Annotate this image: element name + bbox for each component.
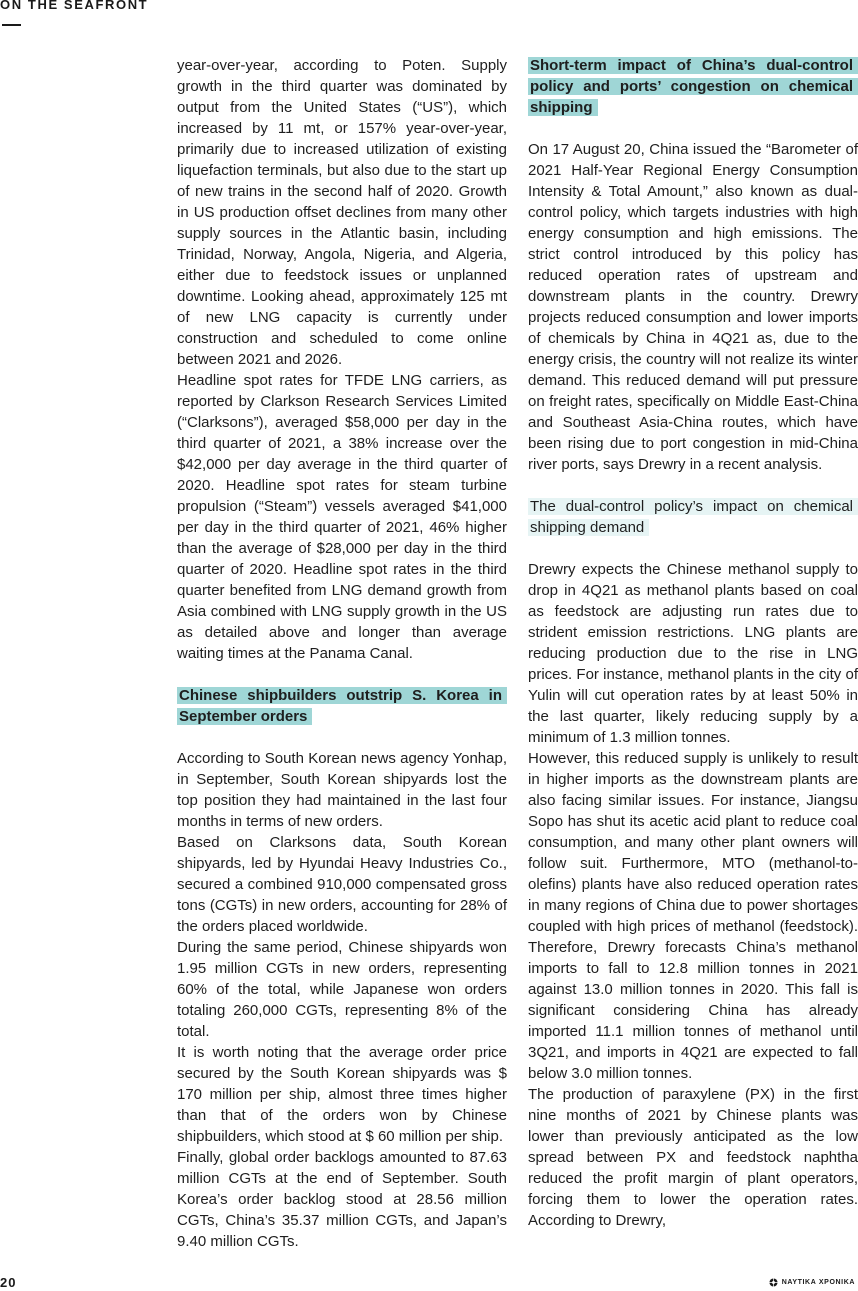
- paragraph: Based on Clarksons data, South Korean shipyards, led by Hyundai Heavy Industries Co., secured a combined 910,000 compensated gross tons (CGTs) in new orders, accounting for 28% of the orders placed worldwide.: [177, 834, 507, 935]
- paragraph: Finally, global order backlogs amounted to 87.63 million CGTs at the end of September. South Korea’s order backlog stood at 28.56 million CGTs, China’s 35.37 million CGTs, and Japan’s 9.40 million CGTs.: [177, 1149, 507, 1250]
- paragraph: Drewry expects the Chinese methanol supply to drop in 4Q21 as methanol plants based on coal as feedstock are adjusting run rates due to strident emission restrictions. LNG plants are reducing production due to the rise in LNG prices. For instance, methanol plants in the city of Yulin will cut operation rates by at least 50% in the last quarter, likely reducing supply by a minimum of 1.3 million tonnes.: [528, 561, 858, 746]
- ship-wheel-icon: [769, 1278, 778, 1287]
- right-column: [528, 55, 858, 1231]
- page-number: 20: [0, 1275, 17, 1290]
- paragraph: year-over-year, according to Poten. Supply growth in the third quarter was dominated by output from the United States (“US”), which increased by 11 mt, or 157% year-over-year, primarily due to increased utilization of existing liquefaction terminals, but also due to the start up of new trains in the second half of 2020. Growth in US production offset declines from many other supply sources in the Atlantic basin, including Trinidad, Norway, Angola, Nigeria, and Algeria, either due to feedstock issues or unplanned downtime. Looking ahead, approximately 125 mt of new LNG capacity is currently under construction and scheduled to come online between 2021 and 2026.: [177, 57, 507, 368]
- publication-brand: [769, 1278, 855, 1287]
- heading-text: Short-term impact of China’s dual-control policy and ports’ congestion on chemical shipping: [528, 57, 858, 116]
- paragraph: It is worth noting that the average order price secured by the South Korean shipyards was $ 170 million per ship, almost three times higher than that of the orders won by Chinese shipbuilders, which stood at $ 60 million per ship.: [177, 1044, 507, 1145]
- paragraph: On 17 August 20, China issued the “Barometer of 2021 Half-Year Regional Energy Consumption Intensity & Total Amount,” also known as dual-control policy, which targets industries with high energy consumption and high emissions. The strict control introduced by this policy has reduced operation rates of upstream and downstream plants in the country. Drewry projects reduced consumption and lower imports of chemicals by China in 4Q21 as, due to the energy crisis, the country will not realize its winter demand. This reduced demand will put pressure on freight rates, specifically on Middle East-China and Southeast Asia-China routes, which have been rising due to port congestion in mid-China river ports, says Drewry in a recent analysis.: [528, 141, 858, 473]
- heading-text: Chinese shipbuilders outstrip S. Korea in September orders: [177, 687, 507, 725]
- section-divider: [2, 24, 21, 26]
- paragraph: The production of paraxylene (PX) in the first nine months of 2021 by Chinese plants was lower than previously anticipated as the low spread between PX and feedstock naphtha reduced the profit margin of plant operators, forcing them to lower the operation rates. According to Drewry,: [528, 1086, 858, 1229]
- paragraph: However, this reduced supply is unlikely to result in higher imports as the downstream plants are also facing similar issues. For instance, Jiangsu Sopo has shut its acetic acid plant to reduce coal consumption, and many other plant owners will follow suit. Furthermore, MTO (methanol-to-olefins) plants have also reduced operation rates in many regions of China due to power shortages coupled with high prices of methanol (feedstock). Therefore, Drewry forecasts China’s methanol imports to fall to 12.8 million tonnes in 2021 against 13.0 million tonnes in 2020. This fall is significant considering China has already imported 11.1 million tonnes of methanol until 3Q21, and imports in 4Q21 are expected to fall below 3.0 million tonnes.: [528, 750, 858, 1082]
- subheading: [528, 496, 858, 538]
- publication-name: ΝΑΥΤΙΚΑ ΧΡΟΝΙΚΑ: [781, 1279, 855, 1286]
- article-heading: [177, 685, 507, 727]
- paragraph: During the same period, Chinese shipyards won 1.95 million CGTs in new orders, representing 60% of the total, while Japanese won orders totaling 260,000 CGTs, representing 8% of the total.: [177, 939, 507, 1040]
- subheading-text: The dual-control policy’s impact on chemical shipping demand: [528, 498, 858, 536]
- paragraph: According to South Korean news agency Yonhap, in September, South Korean shipyards lost the top position they had maintained in the last four months in terms of new orders.: [177, 750, 507, 830]
- section-label: ON THE SEAFRONT: [0, 0, 149, 12]
- left-column: [177, 55, 507, 1252]
- article-heading: [528, 55, 858, 118]
- paragraph: Headline spot rates for TFDE LNG carriers, as reported by Clarkson Research Services Limited (“Clarksons”), averaged $58,000 per day in the third quarter of 2021, a 38% increase over the $42,000 per day average in the third quarter of 2020. Headline spot rates for steam turbine propulsion (“Steam”) vessels averaged $41,000 per day in the third quarter of 2021, 46% higher than the average of $28,000 per day in the third quarter of 2020. Headline spot rates in the third quarter benefited from LNG demand growth from Asia combined with LNG supply growth in the US as detailed above and longer than average waiting times at the Panama Canal.: [177, 372, 507, 662]
